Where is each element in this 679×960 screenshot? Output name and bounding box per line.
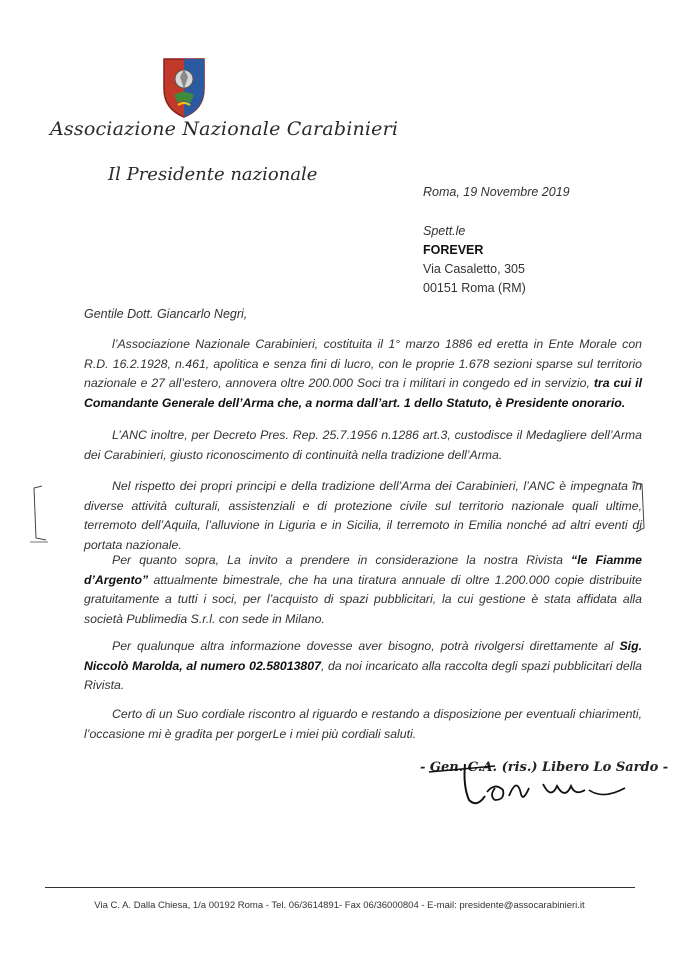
paragraph-contact-text-c: , da noi incaricato alla raccolta degli spazi pubblicitari della Rivista. [84, 658, 643, 692]
paragraph-magazine-text-c: attualmente bimestrale, che ha una tiratura annuale di oltre 1.200.000 copie distribuite gratuitamente a tutti i soci, per l’acquisto di spazi pubblicitari, la cui gestione è stata affidata alla società Publimedia S.r.l. con sede in Milano. [84, 572, 642, 626]
paragraph-medagliere [84, 426, 642, 465]
paragraph-magazine-text-a: Per quanto sopra, La invito a prendere in considerazione la nostra Rivista [112, 553, 572, 567]
recipient-city: 00151 Roma (RM) [423, 281, 526, 295]
paragraph-activities-text: Nel rispetto dei propri principi e della tradizione dell’Arma dei Carabinieri, l’ANC è impegnata in diverse attività culturali, assistenziali e di protezione civile sul territorio nazionale quali ultime, terremoto dell’Aquila, l’alluvione in Liguria e in Sicilia, il terremoto in Emilia nonché ad altri eventi di portata nazionale. [84, 479, 642, 552]
recipient-salutation: Spett.le [423, 224, 466, 238]
contact-person: Sig. Niccolò Marolda, al numero 02.58013807 [84, 639, 642, 673]
letter-date: Roma, 19 Novembre 2019 [423, 185, 570, 199]
paragraph-closing [84, 705, 642, 744]
crest-logo-icon [160, 55, 208, 119]
organization-name: Associazione Nazionale Carabinieri [50, 118, 399, 140]
paragraph-magazine [84, 551, 642, 629]
handwritten-signature [425, 756, 635, 816]
paragraph-contact [84, 637, 642, 696]
paragraph-association-bold: tra cui il Comandante Generale dell’Arma che, a norma dall’art. 1 dello Statuto, è Presidente onorario. [84, 376, 642, 410]
signatory-name: - Gen. C.A. (ris.) Libero Lo Sardo - [420, 760, 669, 775]
magazine-name: “le Fiamme d’Argento” [84, 553, 642, 587]
paragraph-closing-text: Certo di un Suo cordiale riscontro al riguardo e restando a disposizione per eventuali chiarimenti, l’occasione mi è gradita per porgerLe i miei più cordiali saluti. [84, 707, 642, 741]
recipient-name: FOREVER [423, 243, 484, 257]
greeting: Gentile Dott. Giancarlo Negri, [84, 307, 248, 321]
paragraph-medagliere-text: L’ANC inoltre, per Decreto Pres. Rep. 25.7.1956 n.1286 art.3, custodisce il Medagliere dell’Arma dei Carabinieri, giusto riconoscimento di continuità nella tradizione dell’Arma. [84, 428, 642, 462]
paragraph-activities [84, 477, 642, 555]
paragraph-association [84, 335, 642, 413]
recipient-address [423, 222, 526, 298]
paragraph-association-text: l’Associazione Nazionale Carabinieri, costituita il 1° marzo 1886 ed eretta in Ente Morale con R.D. 16.2.1928, n.461, apolitica e senza fini di lucro, con le proprie 1.678 sezioni sparse sul territorio nazionale e 27 all’estero, annovera oltre 200.000 Soci tra i militari in congedo ed in servizio, [84, 337, 642, 390]
president-title: Il Presidente nazionale [108, 164, 318, 185]
footer-divider [45, 887, 635, 888]
recipient-street: Via Casaletto, 305 [423, 262, 525, 276]
paragraph-contact-text-a: Per qualunque altra informazione dovesse aver bisogno, potrà rivolgersi direttamente al [112, 639, 620, 653]
footer-contact-info: Via C. A. Dalla Chiesa, 1/a 00192 Roma - Tel. 06/3614891- Fax 06/36000804 - E-mail: presidente@assocarabinieri.it [94, 900, 585, 911]
